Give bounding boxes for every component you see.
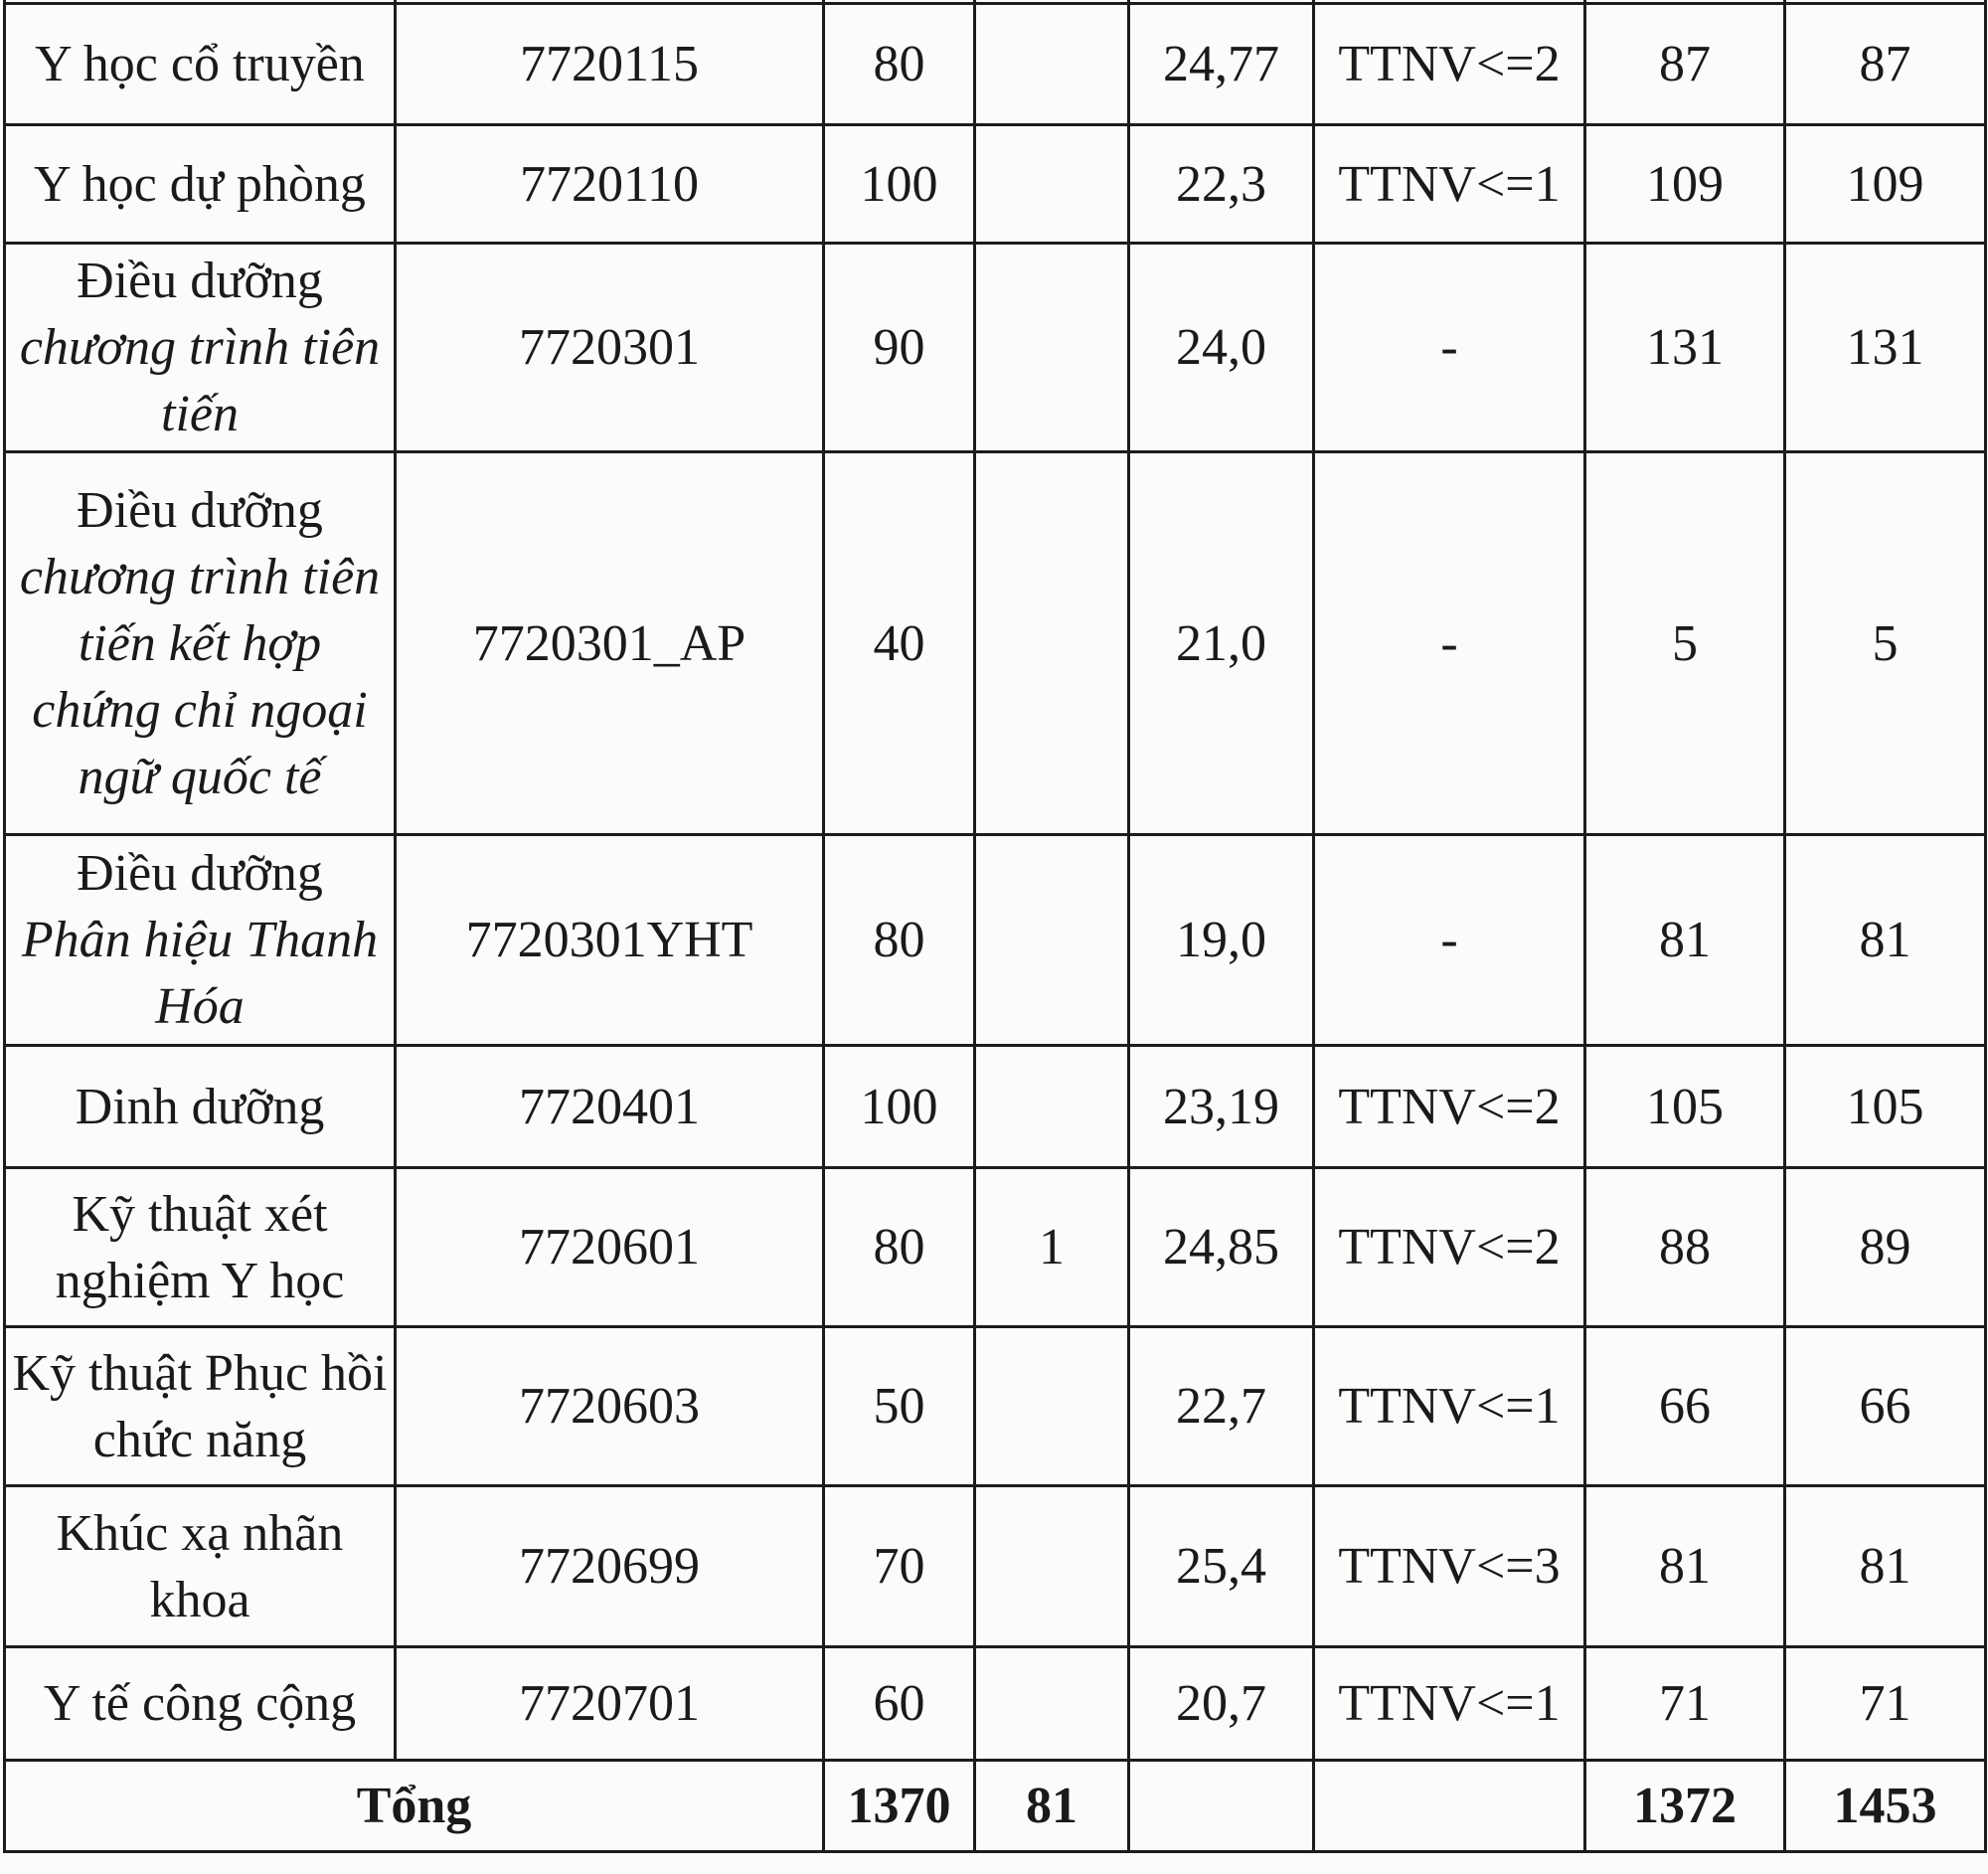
table-row bbox=[5, 1327, 1986, 1486]
major-name-cell: Điều dưỡng Phân hiệu Thanh Hóa bbox=[5, 835, 396, 1046]
score-cell: 22,3 bbox=[1129, 125, 1314, 244]
total-admitted: 1372 bbox=[1585, 1761, 1785, 1852]
table-row bbox=[5, 1486, 1986, 1647]
extra-cell bbox=[975, 1327, 1129, 1486]
extra-cell bbox=[975, 452, 1129, 835]
total-criteria bbox=[1314, 1761, 1585, 1852]
major-name-cell: Y học dự phòng bbox=[5, 125, 396, 244]
total-cell: 109 bbox=[1785, 125, 1986, 244]
admitted-cell: 81 bbox=[1585, 1486, 1785, 1647]
extra-cell bbox=[975, 835, 1129, 1046]
major-name-cell: Y tế công cộng bbox=[5, 1647, 396, 1761]
major-name-cell: Y học cổ truyền bbox=[5, 4, 396, 125]
major-code-cell: 7720601 bbox=[396, 1168, 824, 1327]
admitted-cell: 105 bbox=[1585, 1046, 1785, 1168]
quota-cell: 100 bbox=[824, 125, 975, 244]
extra-cell bbox=[975, 1647, 1129, 1761]
table-row bbox=[5, 835, 1986, 1046]
total-cell: 131 bbox=[1785, 244, 1986, 452]
score-cell: 25,4 bbox=[1129, 1486, 1314, 1647]
total-label: Tổng bbox=[5, 1761, 824, 1852]
criteria-cell: TTNV<=1 bbox=[1314, 1327, 1585, 1486]
admitted-cell: 5 bbox=[1585, 452, 1785, 835]
criteria-cell: - bbox=[1314, 835, 1585, 1046]
quota-cell: 50 bbox=[824, 1327, 975, 1486]
major-code-cell: 7720301 bbox=[396, 244, 824, 452]
total-cell: 66 bbox=[1785, 1327, 1986, 1486]
quota-cell: 90 bbox=[824, 244, 975, 452]
extra-cell bbox=[975, 244, 1129, 452]
quota-cell: 100 bbox=[824, 1046, 975, 1168]
total-cell: 81 bbox=[1785, 1486, 1986, 1647]
score-cell: 21,0 bbox=[1129, 452, 1314, 835]
table-row bbox=[5, 4, 1986, 125]
score-cell: 23,19 bbox=[1129, 1046, 1314, 1168]
admitted-cell: 88 bbox=[1585, 1168, 1785, 1327]
quota-cell: 80 bbox=[824, 1168, 975, 1327]
criteria-cell: TTNV<=3 bbox=[1314, 1486, 1585, 1647]
major-name-cell: Điều dưỡng chương trình tiên tiến bbox=[5, 244, 396, 452]
total-total: 1453 bbox=[1785, 1761, 1986, 1852]
quota-cell: 40 bbox=[824, 452, 975, 835]
total-cell: 81 bbox=[1785, 835, 1986, 1046]
major-code-cell: 7720110 bbox=[396, 125, 824, 244]
major-code-cell: 7720701 bbox=[396, 1647, 824, 1761]
admitted-cell: 87 bbox=[1585, 4, 1785, 125]
total-cell: 87 bbox=[1785, 4, 1986, 125]
major-name-cell: Dinh dưỡng bbox=[5, 1046, 396, 1168]
major-name-cell: Khúc xạ nhãn khoa bbox=[5, 1486, 396, 1647]
major-code-cell: 7720301YHT bbox=[396, 835, 824, 1046]
extra-cell bbox=[975, 1046, 1129, 1168]
total-score bbox=[1129, 1761, 1314, 1852]
score-cell: 24,77 bbox=[1129, 4, 1314, 125]
major-code-cell: 7720699 bbox=[396, 1486, 824, 1647]
criteria-cell: TTNV<=1 bbox=[1314, 125, 1585, 244]
criteria-cell: TTNV<=2 bbox=[1314, 1168, 1585, 1327]
quota-cell: 60 bbox=[824, 1647, 975, 1761]
admitted-cell: 131 bbox=[1585, 244, 1785, 452]
admitted-cell: 81 bbox=[1585, 835, 1785, 1046]
quota-cell: 70 bbox=[824, 1486, 975, 1647]
extra-cell bbox=[975, 1486, 1129, 1647]
criteria-cell: TTNV<=1 bbox=[1314, 1647, 1585, 1761]
quota-cell: 80 bbox=[824, 4, 975, 125]
extra-cell bbox=[975, 125, 1129, 244]
criteria-cell: - bbox=[1314, 244, 1585, 452]
extra-cell bbox=[975, 4, 1129, 125]
table-row bbox=[5, 244, 1986, 452]
major-name-cell: Kỹ thuật xét nghiệm Y học bbox=[5, 1168, 396, 1327]
score-cell: 22,7 bbox=[1129, 1327, 1314, 1486]
admission-table bbox=[3, 0, 1987, 1853]
criteria-cell: TTNV<=2 bbox=[1314, 4, 1585, 125]
total-cell: 105 bbox=[1785, 1046, 1986, 1168]
major-code-cell: 7720301_AP bbox=[396, 452, 824, 835]
score-cell: 19,0 bbox=[1129, 835, 1314, 1046]
admitted-cell: 109 bbox=[1585, 125, 1785, 244]
admitted-cell: 66 bbox=[1585, 1327, 1785, 1486]
table-row bbox=[5, 1168, 1986, 1327]
total-quota: 1370 bbox=[824, 1761, 975, 1852]
extra-cell: 1 bbox=[975, 1168, 1129, 1327]
table-row bbox=[5, 1647, 1986, 1761]
major-name-cell: Kỹ thuật Phục hồi chức năng bbox=[5, 1327, 396, 1486]
criteria-cell: TTNV<=2 bbox=[1314, 1046, 1585, 1168]
total-cell: 5 bbox=[1785, 452, 1986, 835]
major-code-cell: 7720401 bbox=[396, 1046, 824, 1168]
major-name-cell: Điều dưỡng chương trình tiên tiến kết hợp chứng chỉ ngoại ngữ quốc tế bbox=[5, 452, 396, 835]
quota-cell: 80 bbox=[824, 835, 975, 1046]
total-cell: 71 bbox=[1785, 1647, 1986, 1761]
total-row bbox=[5, 1761, 1986, 1852]
criteria-cell: - bbox=[1314, 452, 1585, 835]
major-code-cell: 7720115 bbox=[396, 4, 824, 125]
total-extra: 81 bbox=[975, 1761, 1129, 1852]
admitted-cell: 71 bbox=[1585, 1647, 1785, 1761]
table-row bbox=[5, 125, 1986, 244]
total-cell: 89 bbox=[1785, 1168, 1986, 1327]
score-cell: 20,7 bbox=[1129, 1647, 1314, 1761]
score-cell: 24,0 bbox=[1129, 244, 1314, 452]
table-row bbox=[5, 452, 1986, 835]
table-row bbox=[5, 1046, 1986, 1168]
score-cell: 24,85 bbox=[1129, 1168, 1314, 1327]
major-code-cell: 7720603 bbox=[396, 1327, 824, 1486]
